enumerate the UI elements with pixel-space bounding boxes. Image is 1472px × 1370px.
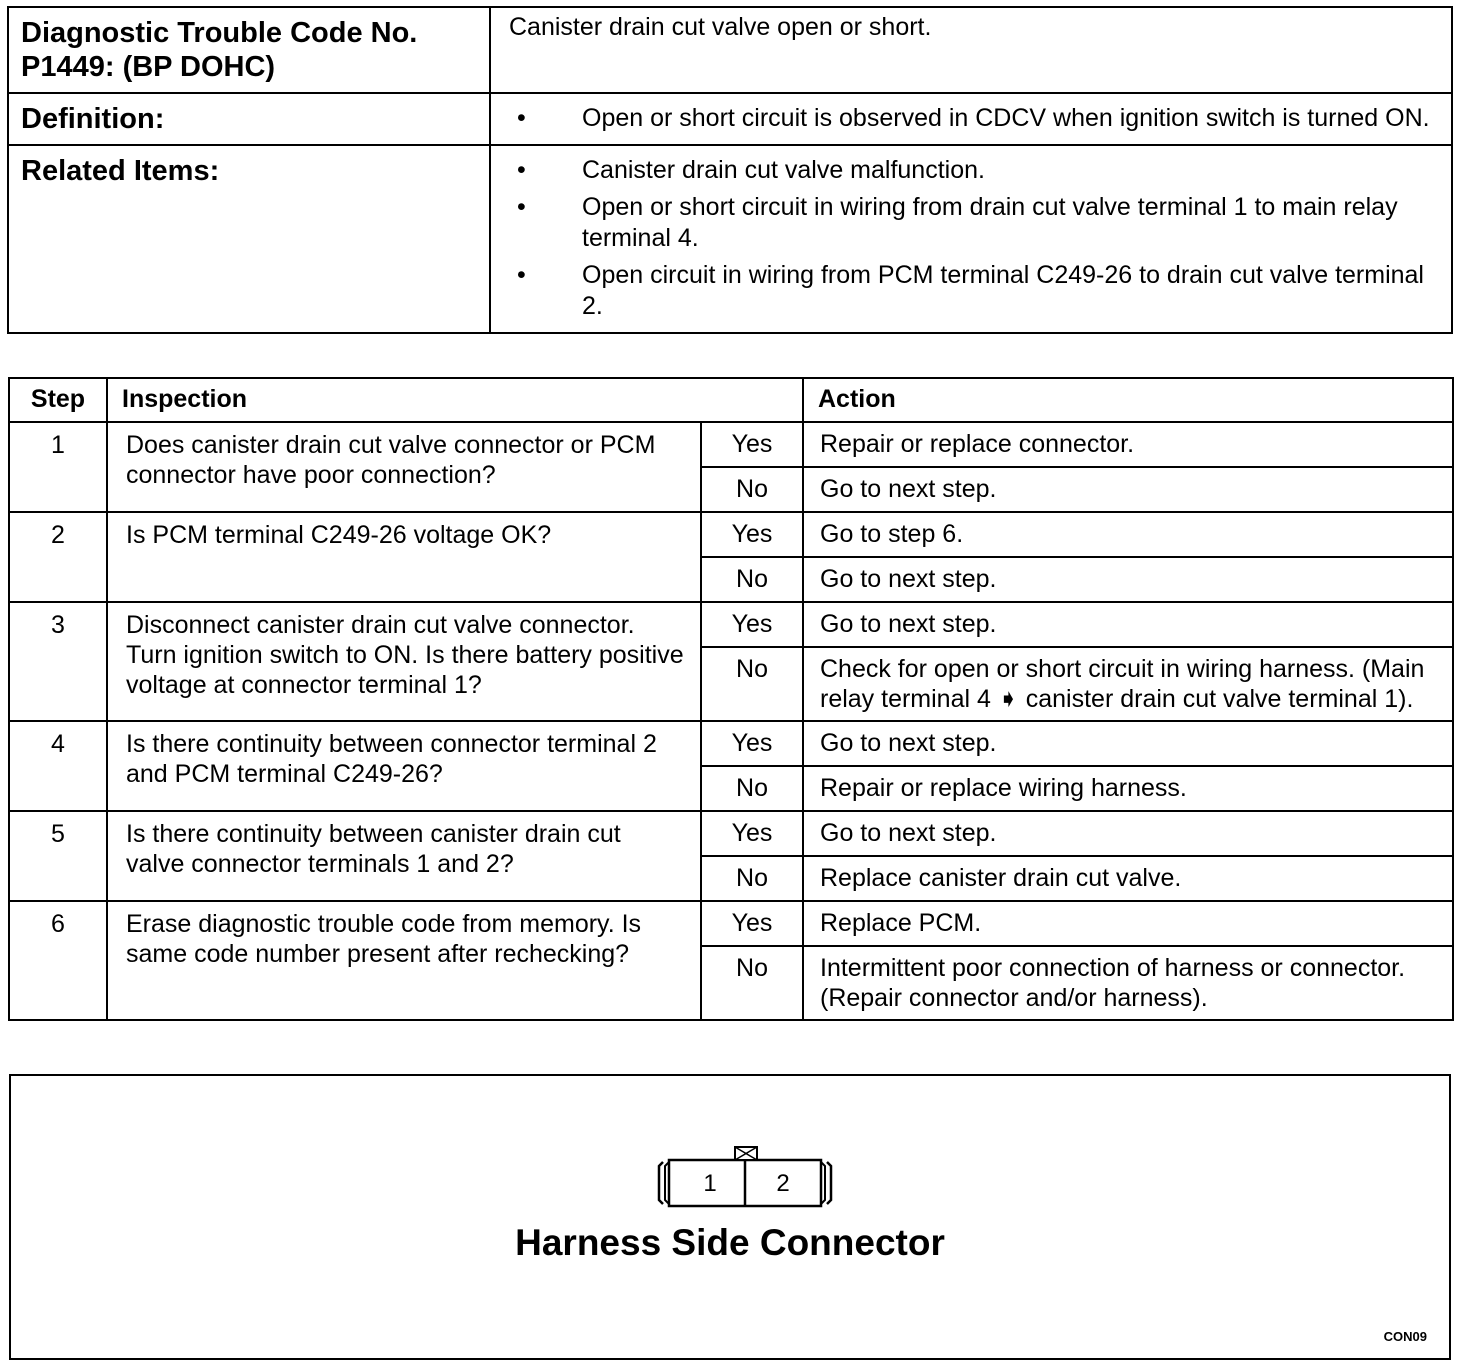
step-inspection: Is there continuity between canister drain cut valve connector terminals 1 and 2? [107,811,701,901]
no-label: No [701,557,803,602]
related-item-text: Canister drain cut valve malfunction. [582,156,985,184]
step-inspection: Is PCM terminal C249-26 voltage OK? [107,512,701,602]
definition-row [8,93,1452,145]
yes-label: Yes [701,602,803,647]
step-number: 2 [9,512,107,602]
step-row [9,602,1453,647]
step-row [9,811,1453,856]
inspection-column-header: Inspection [107,378,803,422]
bullet: • [517,156,526,184]
diagram-title: Harness Side Connector [515,1222,945,1263]
related-item [509,155,1441,186]
table-header-row [9,378,1453,422]
bullet: • [517,193,526,221]
step-inspection: Is there continuity between connector terminal 2 and PCM terminal C249-26? [107,721,701,811]
dtc-info-table [7,6,1453,334]
step-number: 6 [9,901,107,1020]
definition-item [509,103,1441,134]
dtc-code-label: Diagnostic Trouble Code No. P1449: (BP DOHC) [8,7,490,93]
yes-label: Yes [701,811,803,856]
step-number: 3 [9,602,107,721]
no-action: Repair or replace wiring harness. [803,766,1453,811]
no-label: No [701,946,803,1020]
connector-diagram [9,1074,1451,1360]
definition-label: Definition: [8,93,490,145]
connector-icon [653,1142,843,1212]
related-items-list [490,145,1452,333]
step-row [9,721,1453,766]
related-item [509,192,1441,254]
yes-action: Go to step 6. [803,512,1453,557]
bullet: • [517,104,526,132]
diagram-code: CON09 [1383,1329,1427,1344]
step-inspection: Does canister drain cut valve connector or PCM connector have poor connection? [107,422,701,512]
inspection-steps-table [8,377,1454,1021]
step-inspection: Disconnect canister drain cut valve connector. Turn ignition switch to ON. Is there battery positive voltage at connector terminal 1? [107,602,701,721]
related-item-text: Open or short circuit in wiring from drain cut valve terminal 1 to main relay terminal 4. [582,193,1398,252]
step-row [9,422,1453,467]
bullet: • [517,261,526,289]
step-number: 4 [9,721,107,811]
terminal-1-label: 1 [703,1170,717,1197]
related-items-label: Related Items: [8,145,490,333]
yes-label: Yes [701,512,803,557]
no-label: No [701,467,803,512]
action-column-header: Action [803,378,1453,422]
no-action: Go to next step. [803,557,1453,602]
no-action: Check for open or short circuit in wiring harness. (Main relay terminal 4 ➧ canister drain cut valve terminal 1). [803,647,1453,721]
yes-label: Yes [701,721,803,766]
related-item [509,260,1441,322]
terminal-2-label: 2 [776,1170,790,1197]
yes-action: Go to next step. [803,602,1453,647]
related-items-row [8,145,1452,333]
yes-action: Repair or replace connector. [803,422,1453,467]
no-action: Intermittent poor connection of harness or connector. (Repair connector and/or harness). [803,946,1453,1020]
yes-label: Yes [701,901,803,946]
no-action: Go to next step. [803,467,1453,512]
yes-action: Go to next step. [803,721,1453,766]
step-number: 1 [9,422,107,512]
yes-label: Yes [701,422,803,467]
definition-item-text: Open or short circuit is observed in CDCV when ignition switch is turned ON. [582,104,1430,132]
yes-action: Replace PCM. [803,901,1453,946]
dtc-code-value: Canister drain cut valve open or short. [490,7,1452,93]
related-item-text: Open circuit in wiring from PCM terminal C249-26 to drain cut valve terminal 2. [582,261,1424,320]
step-column-header: Step [9,378,107,422]
definition-list [490,93,1452,145]
dtc-code-row [8,7,1452,93]
no-label: No [701,647,803,721]
step-row [9,901,1453,946]
no-label: No [701,766,803,811]
yes-action: Go to next step. [803,811,1453,856]
no-action: Replace canister drain cut valve. [803,856,1453,901]
no-label: No [701,856,803,901]
step-number: 5 [9,811,107,901]
step-row [9,512,1453,557]
step-inspection: Erase diagnostic trouble code from memory. Is same code number present after rechecking? [107,901,701,1020]
